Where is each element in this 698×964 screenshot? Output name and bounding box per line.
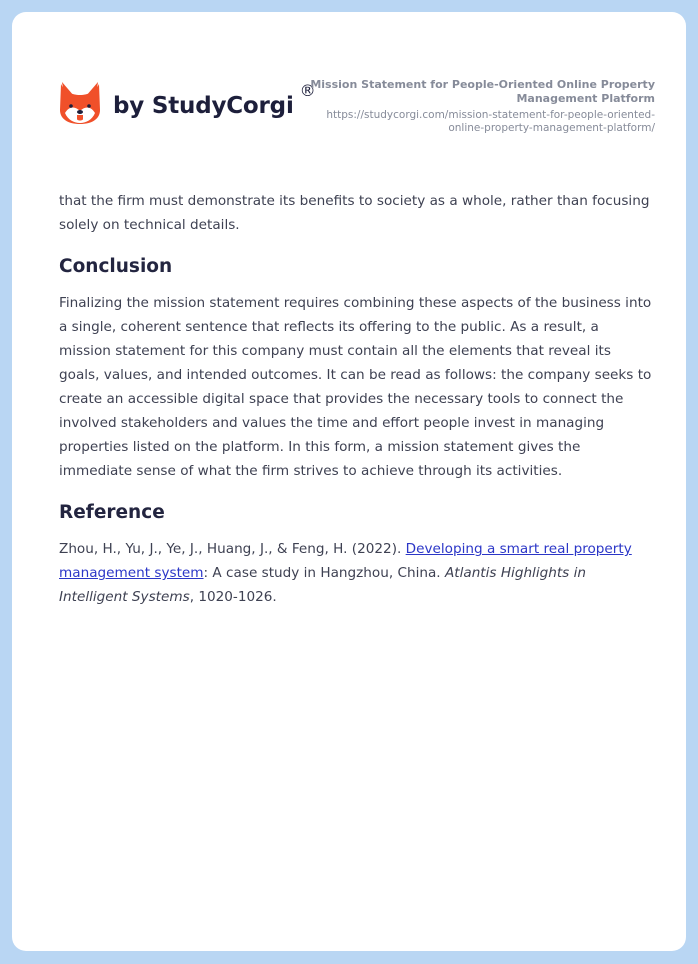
intro-paragraph: that the firm must demonstrate its benefits to society as a whole, rather than focusing solely on technical details. — [59, 193, 650, 233]
reference-journal: Atlantis Highlights in Intelligent Systems — [59, 565, 586, 605]
registered-mark: ® — [299, 80, 316, 100]
corgi-icon — [59, 80, 101, 124]
reference-entry — [59, 537, 655, 609]
studycorgi-logo[interactable] — [59, 76, 316, 128]
document-title: Mission Statement for People-Oriented Online Property Management Platform — [310, 78, 655, 105]
reference-link[interactable]: Developing a smart real property management system — [59, 541, 632, 581]
reference-pages: , 1020-1026. — [189, 589, 277, 605]
page-header — [59, 72, 655, 142]
document-body — [59, 189, 655, 609]
conclusion-heading: Conclusion — [59, 256, 173, 277]
document-meta — [295, 78, 655, 135]
reference-authors: Zhou, H., Yu, J., Ye, J., Huang, J., & Feng, H. (2022). — [59, 541, 406, 557]
conclusion-paragraph: Finalizing the mission statement requires combining these aspects of the business into a single, coherent sentence that reflects its offering to the public. As a result, a mission statement for this company must contain all the elements that reveal its goals, values, and intended outcomes. It can be read as follows: the company seeks to create an accessible digital space that provides the necessary tools to connect the involved stakeholders and values the time and effort people invest in managing properties listed on the platform. In this form, a mission statement gives the immediate sense of what the firm strives to achieve through its activities. — [59, 295, 652, 479]
document-url[interactable]: https://studycorgi.com/mission-statement-for-people-oriented-online-property-management-platform/ — [326, 109, 655, 134]
document-card — [12, 12, 686, 951]
reference-subtitle: : A case study in Hangzhou, China. — [203, 565, 445, 581]
logo-wordmark: by StudyCorgi — [113, 93, 294, 119]
reference-heading: Reference — [59, 502, 165, 523]
